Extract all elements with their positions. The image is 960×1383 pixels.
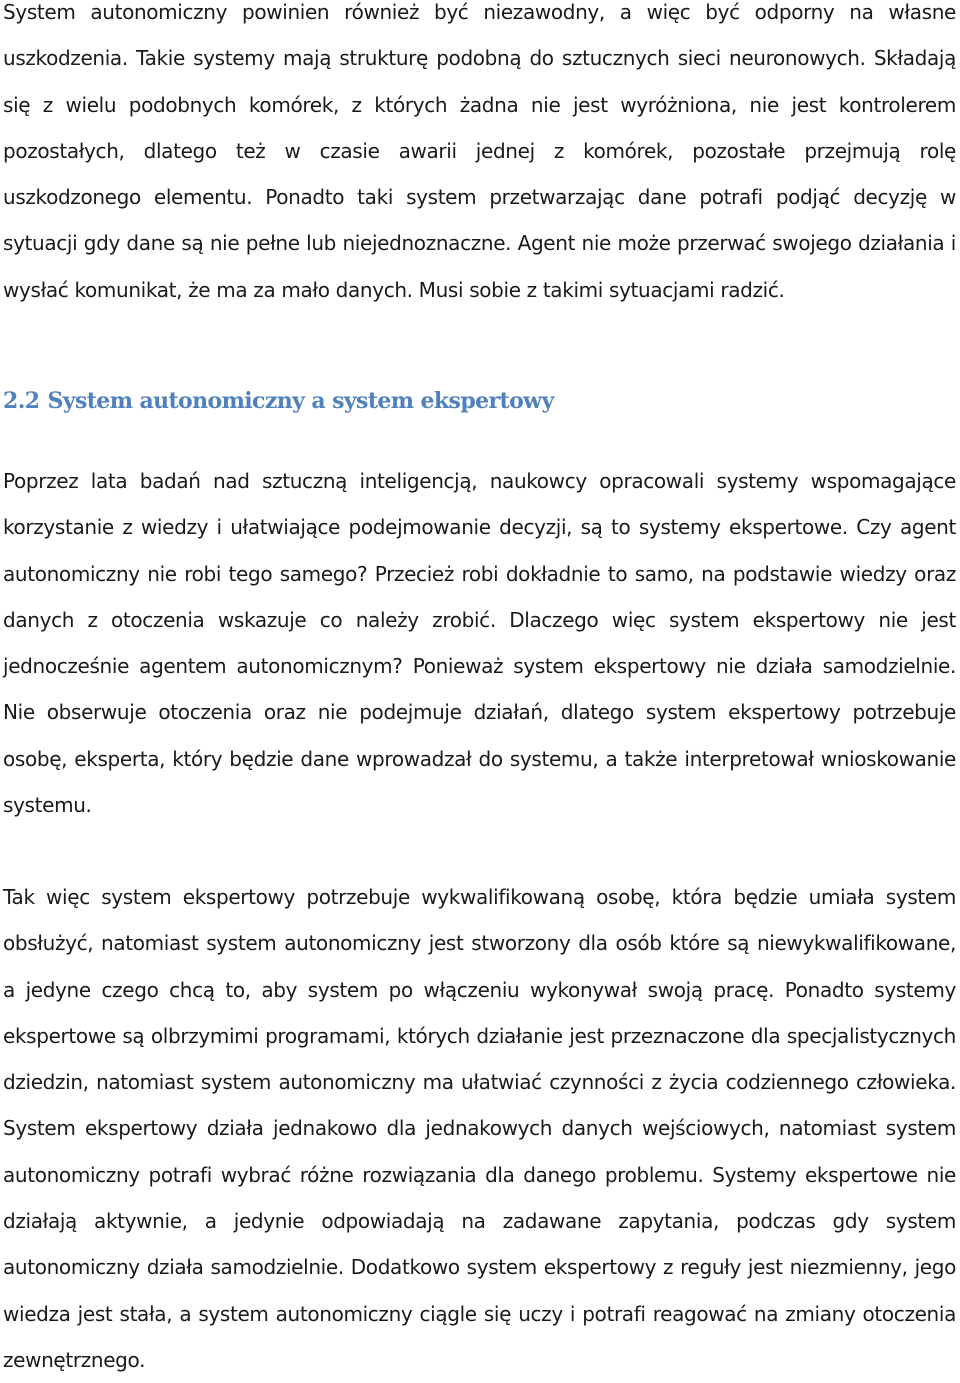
paragraph-comparison: Tak więc system ekspertowy potrzebuje wykwalifikowaną osobę, która będzie umiała system obsłużyć, natomiast system autonomiczny jest stworzony dla osób które są niewykwalifikowane, a jedyne czego chcą to, aby system po włączeniu wykonywał swoją pracę. Ponadto systemy ekspertowe są olbrzymimi programami, których działanie jest przeznaczone dla specjalistycznych dziedzin, natomiast system autonomiczny ma ułatwiać czynności z życia codziennego człowieka. System ekspertowy działa jednakowo dla jednakowych danych wejściowych, natomiast system autonomiczny potrafi wybrać różne rozwiązania dla danego problemu. Systemy ekspertowe nie działają aktywnie, a jedynie odpowiadają na zadawane zapytania, podczas gdy system autonomiczny działa samodzielnie. Dodatkowo system ekspertowy z reguły jest niezmienny, jego wiedza jest stała, a system autonomiczny ciągle się uczy i potrafi reagować na zmiany otoczenia zewnętrznego.	[3, 885, 956, 1372]
section-number: 2.2	[3, 388, 40, 414]
section-heading	[3, 381, 956, 421]
section-title: System autonomiczny a system ekspertowy	[47, 388, 554, 414]
paragraph-reliability: System autonomiczny powinien również być niezawodny, a więc być odporny na własne uszkodzenia. Takie systemy mają strukturę podobną do sztucznych sieci neuronowych. Składają się z wielu podobnych komórek, z których żadna nie jest wyróżniona, nie jest kontrolerem pozostałych, dlatego też w czasie awarii jednej z komórek, pozostałe przejmują rolę uszkodzonego elementu. Ponadto taki system przetwarzając dane potrafi podjąć decyzję w sytuacji gdy dane są nie pełne lub niejednoznaczne. Agent nie może przerwać swojego działania i wysłać komunikat, że ma za mało danych. Musi sobie z takimi sytuacjami radzić.	[3, 0, 956, 302]
paragraph-expert-systems: Poprzez lata badań nad sztuczną inteligencją, naukowcy opracowali systemy wspomagające korzystanie z wiedzy i ułatwiające podejmowanie decyzji, są to systemy ekspertowe. Czy agent autonomiczny nie robi tego samego? Przecież robi dokładnie to samo, na podstawie wiedzy oraz danych z otoczenia wskazuje co należy zrobić. Dlaczego więc system ekspertowy nie jest jednocześnie agentem autonomicznym? Ponieważ system ekspertowy nie działa samodzielnie. Nie obserwuje otoczenia oraz nie podejmuje działań, dlatego system ekspertowy potrzebuje osobę, eksperta, który będzie dane wprowadzał do systemu, a także interpretował wnioskowanie systemu.	[3, 469, 956, 818]
